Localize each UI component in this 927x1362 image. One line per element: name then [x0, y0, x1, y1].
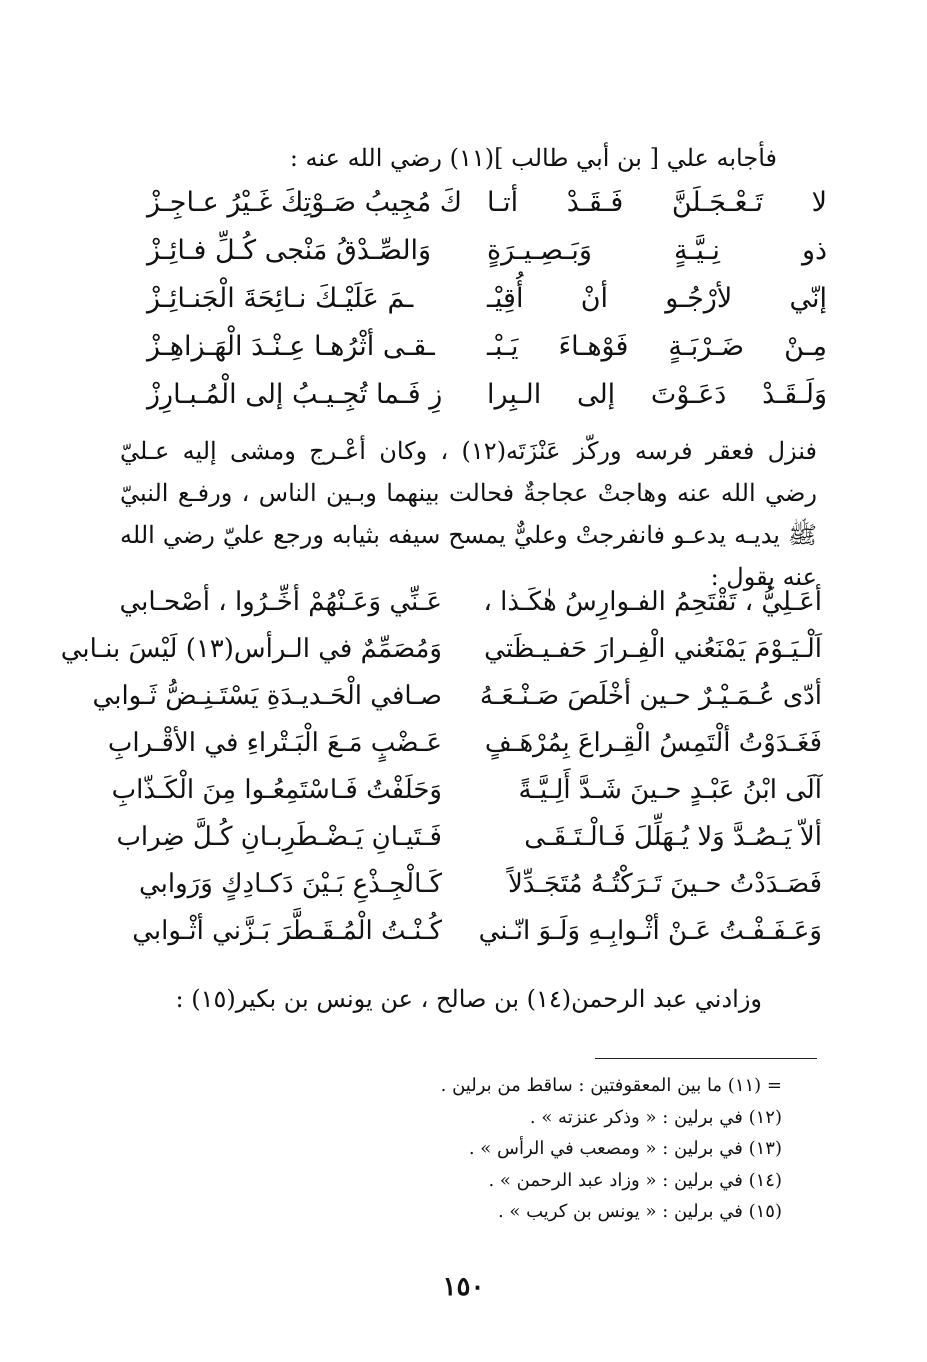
verse-second-hemistich: كَ مُجِيبُ صَـوْتِكَ غَـيْرُ عـاجِـزْ [147, 186, 463, 218]
verse-word: أنْ [580, 282, 609, 314]
verse-first-hemistich [487, 331, 827, 362]
verse-first-hemistich: فَغَـدَوْتُ ألْتَمِسُ الْقِـراعَ بِمُرْهَـفٍ [484, 727, 822, 758]
verse-word: أُقِيْـ [487, 282, 524, 314]
page-number: ١٥٠ [442, 1272, 485, 1302]
verse-first-hemistich: أدّى عُـمَـيْـرٌ حـين أخْلَصَ صَـنْـعَـهُ [479, 680, 822, 711]
verse-word: نِـيَّـةٍ [673, 234, 720, 266]
verse-first-hemistich [487, 379, 827, 410]
verse-word: ضَـرْبَـةٍ [668, 330, 745, 362]
footnote: (١٤) في برلين : « وزاد عبد الرحمن » . [488, 1169, 782, 1191]
intro-line: فأجابه علي [ بن أبي طالب ](١١) رضي الله عنه : [289, 144, 777, 172]
footnote-separator [595, 1058, 817, 1059]
verse-second-hemistich: كُـنْـتُ الْمُـقَـطَّرَ بَـزَّني أثْـوابي [132, 915, 442, 946]
verse-second-hemistich: فَـتَيـانِ يَـضْـطَرِبـانِ كُـلَّ ضِراب [116, 821, 442, 852]
verse-second-hemistich: ـمَ عَلَيْـكَ نـائِحَةَ الْجَنـائِـزْ [147, 282, 414, 314]
verse-word: يَـبْـ [487, 330, 519, 362]
verse-word: دَعَـوْتَ [650, 378, 727, 410]
verse-first-hemistich [487, 235, 827, 266]
verse-line [122, 860, 822, 907]
verse-second-hemistich: وَمُصَمِّمٌ في الـرأس(١٣) لَيْسَ بنـابي [60, 633, 442, 664]
verse-word: وَلَـقَـدْ [762, 378, 827, 410]
verse-second-hemistich: عَـنِّي وَعَـنْهُمْ أخِّـرُوا ، أصْحـابي [119, 586, 442, 617]
verse-first-hemistich [487, 187, 827, 218]
verse-line [111, 766, 822, 813]
verse-word: لا [811, 186, 827, 218]
verse-first-hemistich: فَصَـدَدْتُ حـينَ تَـرَكْتُـهُ مُتَجَـدِّلاً [507, 868, 822, 899]
verse-first-hemistich: ألاّ يَـصُـدَّ وَلا يُـهَلِّلَ فَـالْـتَـقَـى [524, 821, 822, 852]
verse-word: لأرْجُـو [665, 282, 733, 314]
verse-line [147, 226, 827, 274]
verse-second-hemistich: ـقـى أثْرُهـا عِـنْـدَ الْهَـزاهِـزْ [147, 330, 435, 362]
verse-line [92, 672, 822, 719]
verse-word: أتـا [487, 186, 519, 218]
verse-first-hemistich: آلَى ابْنُ عَبْـدٍ حـينَ شَـدَّ أَلِـيَّـةً [518, 774, 822, 805]
closing-line: وزادني عبد الرحمن(١٤) بن صالح ، عن يونس بن بكير(١٥) : [175, 985, 762, 1013]
verse-line [116, 813, 822, 860]
footnotes [380, 1070, 782, 1228]
verse-second-hemistich: وَحَلَفْتُ فَـاسْتَمِعُـوا مِنَ الْكَـذّابِ [111, 774, 442, 805]
footnote: (١٢) في برلين : « وذكر عنزته » . [529, 1106, 782, 1128]
verse-word: ذو [801, 234, 827, 266]
verse-first-hemistich [487, 283, 827, 314]
verse-second-hemistich: كَـالْجِـذْعِ بَـيْنَ دَكـادِكٍ وَرَوابي [139, 868, 442, 899]
verse-line [122, 907, 822, 954]
verse-word: وَبَـصِـيـرَةٍ [487, 234, 592, 266]
verse-line [147, 322, 827, 370]
verse-line [147, 274, 827, 322]
verse-word: مِـنْ [784, 330, 827, 362]
poem-rajaz [147, 178, 827, 418]
verse-first-hemistich: اَلْـيَـوْمَ يَمْنَعُني الْفِـرارَ حَفـيـظَتي [484, 633, 822, 664]
verse-first-hemistich: وَعَـفَـفْـتُ عَـنْ أثْـوابِـهِ وَلَـوَ انّـني [478, 915, 822, 946]
verse-word: فَوْهـاءَ [558, 330, 629, 362]
footnote: = (١١) ما بين المعقوفتين : ساقط من برلين . [440, 1075, 782, 1096]
verse-word: فَـقَـدْ [566, 186, 624, 218]
verse-word: إنّي [789, 282, 827, 314]
verse-line [119, 578, 822, 625]
verse-line [147, 178, 827, 226]
verse-word: تَـعْـجَـلَنَّ [671, 186, 764, 218]
verse-second-hemistich: صـافي الْحَـديـدَةِ يَسْتَـنِـضُّ ثَـوابي [92, 680, 442, 711]
verse-line [107, 719, 822, 766]
verse-line [147, 370, 827, 418]
verse-second-hemistich: زِ فَـما تُجِـيـبُ إلى الْمُـبـارِزْ [147, 378, 443, 410]
verse-second-hemistich: وَالصِّـدْقُ مَنْجى كُـلِّ فـائِـزْ [147, 234, 432, 266]
verse-first-hemistich: أعَـلِيُّ ، تَقْتَحِمُ الفـوارِسُ هٰكَـذا ، [483, 586, 822, 617]
verse-second-hemistich: عَـضْبٍ مَـعَ الْبَـتْراءِ في الأقْـرابِ [107, 727, 442, 758]
verse-line [60, 625, 822, 672]
footnote: (١٣) في برلين : « ومصعب في الرأس » . [468, 1138, 782, 1159]
poem-kamil [60, 578, 822, 954]
verse-word: الـبِرا [487, 378, 542, 410]
prose-paragraph: فنزل فعقر فرسه وركّز عَنْزَتَه(١٢) ، وكان أعْـرج ومشى إليه عـليّ رضي الله عنه وهاجتْ عجاجةٌ فحالت بينهما وبـين الناس ، ورفـع النبيّ ﷺ يديـه يدعـو فانفرجتْ وعليٌّ يمسح سيفه بثيابه ورجع عليّ رضي الله عنه يقول : [120, 437, 817, 591]
footnote: (١٥) في برلين : « يونس بن كريب » . [497, 1201, 782, 1222]
verse-word: إلى [576, 378, 616, 410]
